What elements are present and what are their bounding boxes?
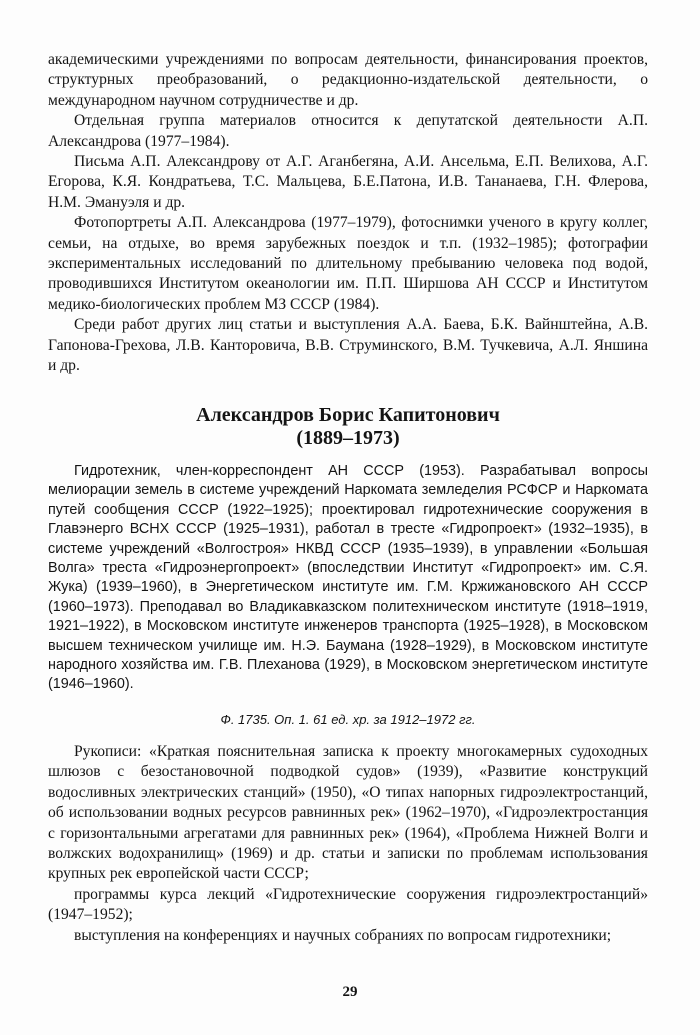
entry-heading (48, 404, 648, 450)
page-number: 29 (342, 984, 358, 1000)
entry-name: Александров Борис Капитонович (196, 404, 500, 426)
paragraph-continuation: академическими учреждениями по вопросам деятельности, финансирования проектов, структурных преобразований, о редакционно-издательской деятельности, о международном научном сотрудничестве и др. (48, 51, 648, 109)
entry-bio-block (48, 462, 648, 695)
paragraph-speeches: выступления на конференциях и научных собраниях по вопросам гидротехники; (74, 926, 612, 944)
entry-bio: Гидротехник, член-корреспондент АН СССР (1953). Разрабатывал вопросы мелиорации земель в системе учреждений Наркомата земледелия РСФСР и Наркомата путей сообщения СССР (1922–1925); проектировал гидротехнические сооружения в Главэнерго ВСНХ СССР (1925–1931), работал в тресте «Гидропроект» (1932–1935), в системе учреждений «Волгостроя» НКВД СССР (1935–1939), в управлении «Большая Волга» треста «Гидроэнергопроект» (впоследствии Институт «Гидропроект» им. С.Я. Жука) (1939–1960), в Энергетическом институте им. Г.М. Кржижановского АН СССР (1960–1973). Преподавал во Владикавказском политехническом институте (1918–1919, 1921–1922), в Московском институте инженеров транспорта (1925–1928), в Московском высшем техническом училище им. Н.Э. Баумана (1928–1929), в Московском институте народного хозяйства им. Г.В. Плеханова (1929), в Московском энергетическом институте (1946–1960). (48, 463, 648, 693)
entry-years: (1889–1973) (296, 427, 400, 449)
paragraph-lecture-programs: программы курса лекций «Гидротехнические сооружения гидроэлектростанций» (1947–1952); (48, 885, 648, 924)
paragraph-letters: Письма А.П. Александрову от А.Г. Аганбегяна, А.И. Ансельма, Е.П. Велихова, А.Г. Егорова, К.Я. Кондратьева, Т.С. Мальцева, Б.Е.Патона, И.В. Тананаева, Г.Н. Флерова, Н.М. Эмануэля и др. (48, 153, 648, 211)
top-section (48, 50, 648, 377)
bottom-section (48, 742, 648, 946)
paragraph-manuscripts: Рукописи: «Краткая пояснительная записка к проекту многокамерных судоходных шлюзов с безостановочной подводкой судов» (1939), «Развитие конструкций водосливных электрических станций» (1950), «О типах напорных гидроэлектростанций, об использовании водных ресурсов равнинных рек» (1962–1970), «Гидроэлектростанция с горизонтальными агрегатами для равнинных рек» (1964), «Проблема Нижней Волги и волжских водохранилищ» (1969) и др. статьи и записки по проблемам использования крупных рек европейской части СССР; (48, 743, 648, 883)
archive-reference: Ф. 1735. Оп. 1. 61 ед. хр. за 1912–1972 гг. (220, 712, 476, 727)
paragraph-other-works: Среди работ других лиц статьи и выступления А.А. Баева, Б.К. Вайнштейна, А.В. Гапонова-Грехова, Л.В. Канторовича, В.В. Струминского, В.М. Тучкевича, А.Л. Яншина и др. (48, 316, 648, 375)
paragraph-photos: Фотопортреты А.П. Александрова (1977–1979), фотоснимки ученого в кругу коллег, семьи, на отдыхе, во время зарубежных поездок и т.п. (1932–1985); фотографии экспериментальных исследований по длительному пребыванию человека под водой, проводившихся Институтом океанологии им. П.П. Ширшова АН СССР и Институтом медико-биологических проблем МЗ СССР (1984). (48, 214, 648, 313)
paragraph-deputy: Отдельная группа материалов относится к депутатской деятельности А.П. Александрова (1977–1984). (48, 112, 648, 150)
